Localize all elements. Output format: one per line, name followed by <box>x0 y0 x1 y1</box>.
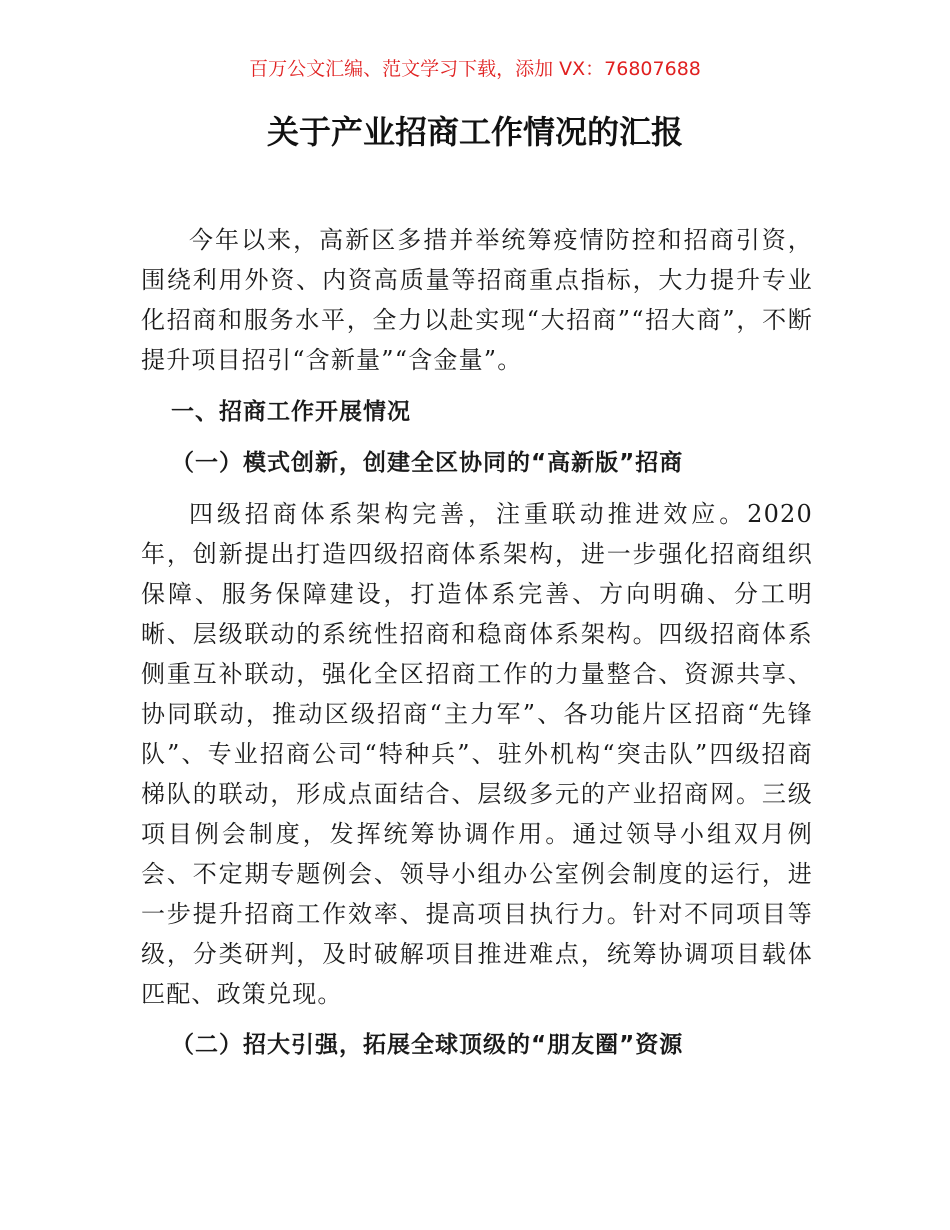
subsection-heading-1: （一）模式创新，创建全区协同的“高新版”招商 <box>171 450 684 476</box>
body-paragraph: 四级招商体系架构完善，注重联动推进效应。2020 年，创新提出打造四级招商体系架构，进一步强化招商组织保障、服务保障建设，打造体系完善、方向明确、分工明晰、层级联动的系统性招商和稳商体系架构。四级招商体系侧重互补联动，强化全区招商工作的力量整合、资源共享、协同联动，推动区级招商“主力军”、各功能片区招商“先锋队”、专业招商公司“特种兵”、驻外机构“突击队”四级招商梯队的联动，形成点面结合、层级多元的产业招商网。三级项目例会制度，发挥统筹协调作用。通过领导小组双月例会、不定期专题例会、领导小组办公室例会制度的运行，进一步提升招商工作效率、提高项目执行力。针对不同项目等级，分类研判，及时破解项目推进难点，统筹协调项目载体匹配、政策兑现。 <box>141 500 813 1008</box>
watermark-text: 百万公文汇编、范文学习下载，添加 VX：76807688 <box>249 58 701 80</box>
section-heading-1: 一、招商工作开展情况 <box>171 399 411 425</box>
subsection-heading-2: （二）招大引强，拓展全球顶级的“朋友圈”资源 <box>171 1032 684 1058</box>
document-body <box>141 220 813 1065</box>
document-title: 关于产业招商工作情况的汇报 <box>266 113 683 151</box>
intro-paragraph: 今年以来，高新区多措并举统筹疫情防控和招商引资，围绕利用外资、内资高质量等招商重点指标，大力提升专业化招商和服务水平，全力以赴实现“大招商”“招大商”，不断提升项目招引“含新量”“含金量”。 <box>141 226 813 374</box>
